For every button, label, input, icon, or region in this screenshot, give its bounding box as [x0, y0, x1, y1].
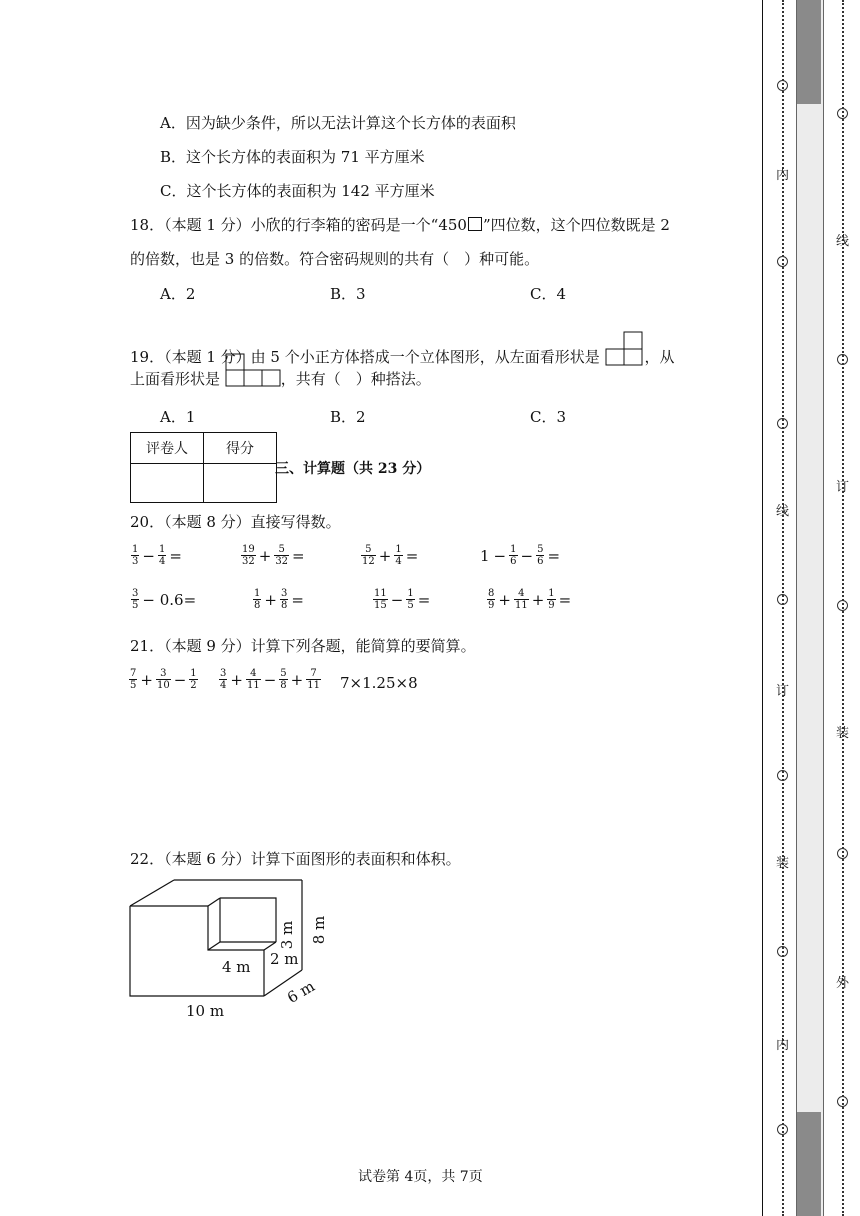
circle-mark	[837, 108, 848, 119]
q20-expr-3: $\frac{5}{12}$ + $\frac{1}{4}$ =	[362, 544, 419, 567]
section-title: 三、计算题（共 23 分）	[275, 461, 431, 477]
q18-option-a: A．2	[160, 285, 196, 303]
circle-mark	[777, 594, 788, 605]
circle-mark	[777, 1124, 788, 1135]
q20-expr-1: $\frac{1}{3}$ − $\frac{1}{4}$ =	[132, 544, 182, 567]
score-cell[interactable]	[204, 464, 277, 503]
q20-title: 20．（本题 8 分）直接写得数。	[130, 513, 341, 531]
outer-label-1: 线	[836, 234, 850, 249]
q20-expr-4: 1 − $\frac{1}{6}$ − $\frac{5}{6}$ =	[480, 544, 561, 567]
q17-option-a: A．因为缺少条件，所以无法计算这个长方体的表面积	[160, 114, 516, 132]
grader-header: 评卷人	[131, 433, 204, 464]
blank-box-icon	[468, 217, 482, 231]
q19-option-a: A．1	[160, 408, 196, 426]
page-footer: 试卷第 4页，共 7页	[358, 1169, 483, 1185]
q21-expr-3: 7×1.25×8	[340, 674, 418, 692]
width-4m-label: 4 m	[222, 958, 251, 976]
q19-option-c: C．3	[530, 408, 567, 426]
q20-expr-5: $\frac{3}{5}$ − 0.6=	[132, 588, 197, 611]
q17-option-b: B．这个长方体的表面积为 71 平方厘米	[160, 148, 425, 166]
top-view-shape-icon	[225, 352, 281, 388]
circle-mark	[777, 946, 788, 957]
circle-mark	[777, 80, 788, 91]
q21-title: 21．（本题 9 分）计算下列各题，能简算的要简算。	[130, 637, 476, 655]
q19-line1: 19．（本题 1 分）由 5 个小正方体搭成一个立体图形，从左面看形状是 ，从	[130, 330, 675, 367]
strip-dark-top	[797, 0, 821, 104]
circle-mark	[837, 1096, 848, 1107]
circle-mark	[837, 354, 848, 365]
inner-label-1: 内	[776, 168, 790, 183]
length-10m-label: 10 m	[186, 1002, 225, 1020]
q19-line2: 上面看形状是 ，共有（ ）种搭法。	[130, 352, 431, 389]
circle-mark	[837, 848, 848, 859]
circle-mark	[777, 770, 788, 781]
q19-option-b: B．2	[330, 408, 366, 426]
q20-expr-7: $\frac{11}{15}$ − $\frac{1}{5}$ =	[374, 588, 431, 611]
inner-label-2: 线	[776, 504, 790, 519]
q17-option-c: C．这个长方体的表面积为 142 平方厘米	[160, 182, 435, 200]
score-table	[130, 432, 277, 503]
q18-option-c: C．4	[530, 285, 567, 303]
depth-6m-label: 6 m	[284, 977, 318, 1007]
q21-expr-1: $\frac{7}{5}$ + $\frac{3}{10}$ − $\frac{1}{2}$	[130, 668, 197, 691]
margin-border-line	[762, 0, 763, 1216]
circle-mark	[777, 418, 788, 429]
solid-figure-diagram	[120, 872, 340, 1032]
outer-label-3: 装	[836, 726, 850, 741]
q20-expr-8: $\frac{8}{9}$ + $\frac{4}{11}$ + $\frac{1}{9}$ =	[488, 588, 572, 611]
inner-label-4: 装	[776, 856, 790, 871]
step-2m-label: 2 m	[270, 950, 299, 968]
q20-expr-2: $\frac{19}{32}$ + $\frac{5}{32}$ =	[242, 544, 305, 567]
inner-label-3: 订	[776, 684, 790, 699]
height-3m-label: 3 m	[278, 920, 296, 950]
q18-line2: 的倍数，也是 3 的倍数。符合密码规则的共有（ ）种可能。	[130, 250, 540, 268]
q18-line1: 18．（本题 1 分）小欣的行李箱的密码是一个“450 ”四位数，这个四位数既是 2	[130, 216, 670, 234]
grader-cell[interactable]	[131, 464, 204, 503]
q20-expr-6: $\frac{1}{8}$ + $\frac{3}{8}$ =	[254, 588, 304, 611]
q22-title: 22．（本题 6 分）计算下面图形的表面积和体积。	[130, 850, 461, 868]
q18-option-b: B．3	[330, 285, 366, 303]
inner-label-5: 内	[776, 1038, 790, 1053]
binding-strip	[796, 0, 824, 1216]
outer-label-2: 订	[836, 480, 850, 495]
circle-mark	[777, 256, 788, 267]
q21-expr-2: $\frac{3}{4}$ + $\frac{4}{11}$ − $\frac{5}{8}$ + $\frac{7}{11}$	[220, 668, 320, 691]
height-8m-label: 8 m	[310, 915, 328, 945]
left-view-shape-icon	[605, 330, 645, 366]
circle-mark	[837, 600, 848, 611]
score-header: 得分	[204, 433, 277, 464]
outer-label-4: 外	[836, 976, 850, 991]
strip-dark-bottom	[797, 1112, 821, 1216]
